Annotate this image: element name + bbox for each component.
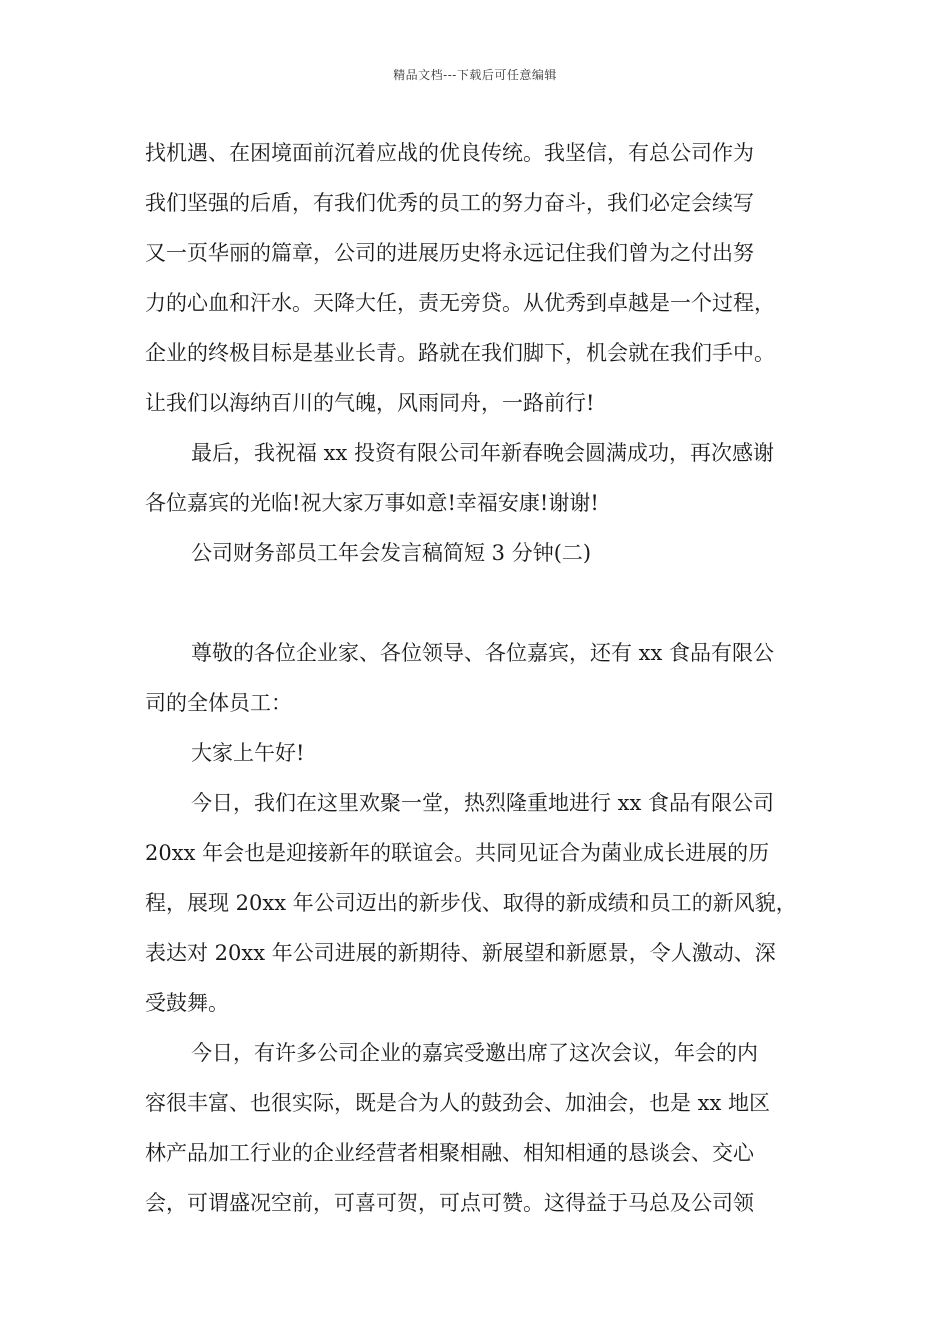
text-line: 容很丰富、也很实际，既是合为人的鼓劲会、加油会，也是 xx 地区	[145, 1091, 771, 1115]
text-line: 力的心血和汗水。天降大任，责无旁贷。从优秀到卓越是一个过程，	[145, 291, 775, 315]
page-header: 精品文档---下载后可任意编辑	[393, 68, 557, 82]
text-line: 表达对 20xx 年公司进展的新期待、新展望和新愿景，令人激动、深	[145, 941, 776, 965]
text-line: 我们坚强的后盾，有我们优秀的员工的努力奋斗，我们必定会续写	[145, 191, 754, 215]
document-body	[145, 128, 810, 1228]
text-line: 司的全体员工：	[145, 691, 292, 715]
section-heading: 公司财务部员工年会发言稿简短 3 分钟(二)	[191, 541, 592, 565]
paragraph-start: 今日，有许多公司企业的嘉宾受邀出席了这次会议，年会的内	[191, 1041, 758, 1065]
paragraph-start: 今日，我们在这里欢聚一堂，热烈隆重地进行 xx 食品有限公司	[191, 791, 775, 815]
paragraph-start: 尊敬的各位企业家、各位领导、各位嘉宾，还有 xx 食品有限公	[191, 641, 775, 665]
text-line: 受鼓舞。	[145, 991, 229, 1015]
text-line: 又一页华丽的篇章，公司的进展历史将永远记住我们曾为之付出努	[145, 241, 754, 265]
greeting-line: 大家上午好!	[191, 741, 305, 765]
text-line: 会，可谓盛况空前，可喜可贺，可点可赞。这得益于马总及公司领	[145, 1191, 754, 1215]
blank-spacer	[145, 578, 810, 628]
paragraph-start: 最后，我祝福 xx 投资有限公司年新春晚会圆满成功，再次感谢	[191, 441, 775, 465]
text-line: 企业的终极目标是基业长青。路就在我们脚下，机会就在我们手中。	[145, 341, 775, 365]
text-line: 程，展现 20xx 年公司迈出的新步伐、取得的新成绩和员工的新风貌，	[145, 891, 797, 915]
text-line: 让我们以海纳百川的气魄，风雨同舟，一路前行!	[145, 391, 595, 415]
text-line: 林产品加工行业的企业经营者相聚相融、相知相通的恳谈会、交心	[145, 1141, 754, 1165]
text-line: 找机遇、在困境面前沉着应战的优良传统。我坚信，有总公司作为	[145, 141, 754, 165]
text-line: 20xx 年会也是迎接新年的联谊会。共同见证合为菌业成长进展的历	[145, 841, 770, 865]
text-line: 各位嘉宾的光临!祝大家万事如意!幸福安康!谢谢!	[145, 491, 599, 515]
